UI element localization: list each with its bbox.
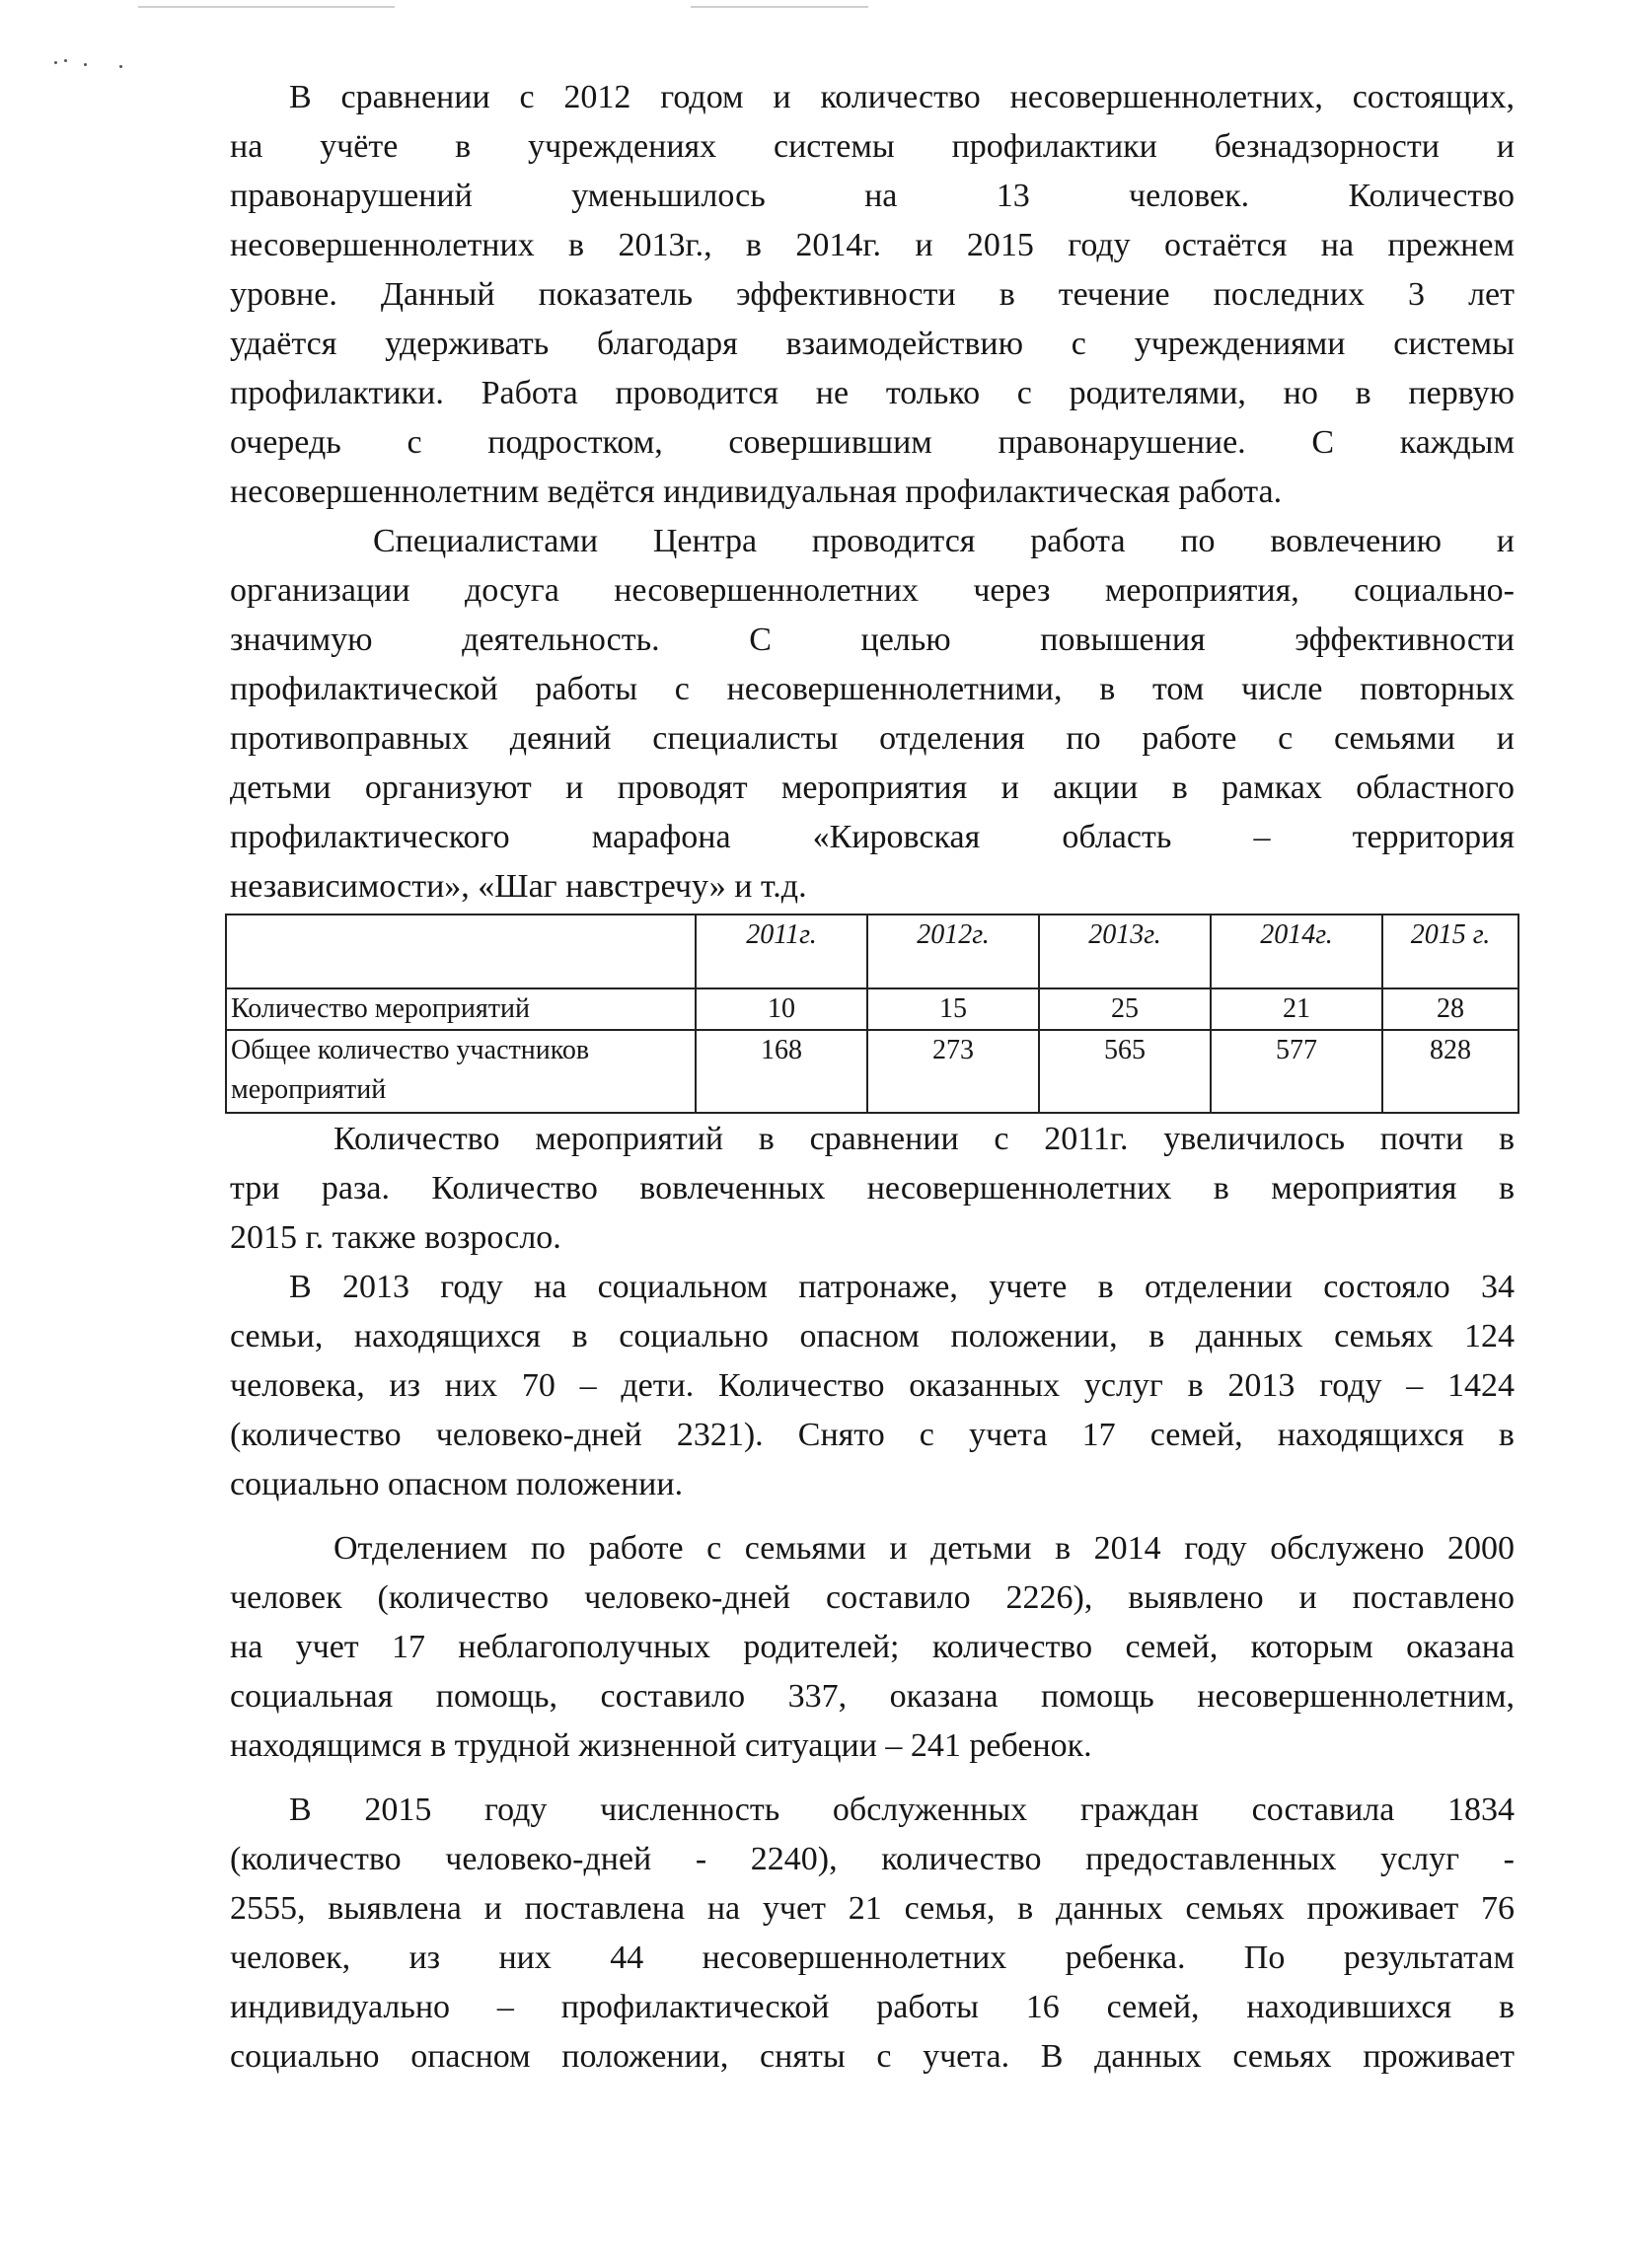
- top-text: [230, 73, 1515, 912]
- table-cell: 577: [1211, 1030, 1382, 1113]
- table-row: [226, 1030, 1518, 1113]
- paragraph-center-specialists: [230, 517, 1515, 912]
- text-line: уровне. Данный показатель эффективности в течение последних 3 лет: [230, 276, 1515, 313]
- text-line: индивидуально – профилактической работы 16 семей, находившихся в: [230, 1989, 1515, 2025]
- text-line: Специалистами Центра проводится работа по вовлечению и: [373, 523, 1515, 559]
- table-header-cell: 2015 г.: [1382, 915, 1518, 988]
- text-line: профилактики. Работа проводится не только с родителями, но в первую: [230, 375, 1515, 411]
- text-line: социально опасном положении.: [230, 1466, 684, 1502]
- text-line: человек, из них 44 несовершеннолетних ребенка. По результатам: [230, 1939, 1515, 1976]
- paragraph-gap: [230, 1771, 1515, 1786]
- text-line: детьми организуют и проводят мероприятия и акции в рамках областного: [230, 769, 1515, 806]
- text-line: В 2013 году на социальном патронаже, учете в отделении состояло 34: [289, 1269, 1515, 1305]
- paragraph-2015: [230, 1786, 1515, 2082]
- text-line: находящимся в трудной жизненной ситуации – 241 ребенок.: [230, 1727, 1092, 1764]
- row-label: Общее количество участников мероприятий: [226, 1030, 696, 1113]
- text-line: 2015 г. также возросло.: [230, 1219, 561, 1256]
- table-header-cell: 2013г.: [1039, 915, 1211, 988]
- paragraph-events-comparison: [230, 1115, 1515, 1263]
- table-cell: 273: [867, 1030, 1039, 1113]
- table-row: [226, 988, 1518, 1030]
- text-line: несовершеннолетним ведётся индивидуальная профилактическая работа.: [230, 474, 1283, 510]
- scan-specks: [54, 59, 123, 79]
- text-line: В сравнении с 2012 годом и количество несовершеннолетних, состоящих,: [289, 79, 1515, 115]
- text-line: несовершеннолетних в 2013г., в 2014г. и 2015 году остаётся на прежнем: [230, 227, 1515, 263]
- table-header-cell: 2011г.: [696, 915, 867, 988]
- text-line: удаётся удерживать благодаря взаимодействию с учреждениями системы: [230, 326, 1515, 362]
- text-line: правонарушений уменьшилось на 13 человек. Количество: [230, 178, 1515, 214]
- text-line: (количество человеко-дней - 2240), количество предоставленных услуг -: [230, 1841, 1515, 1877]
- text-line: на учёте в учреждениях системы профилактики безнадзорности и: [230, 128, 1515, 165]
- events-table: [225, 914, 1519, 1114]
- table-cell: 828: [1382, 1030, 1518, 1113]
- table-cell: 15: [867, 988, 1039, 1030]
- text-line: организации досуга несовершеннолетних через мероприятия, социально-: [230, 572, 1515, 609]
- text-line: значимую деятельность. С целью повышения эффективности: [230, 622, 1515, 658]
- text-line: профилактического марафона «Кировская область – территория: [230, 819, 1515, 855]
- text-line: Отделением по работе с семьями и детьми в 2014 году обслужено 2000: [333, 1530, 1515, 1567]
- table-header-cell: 2012г.: [867, 915, 1039, 988]
- text-line: 2555, выявлена и поставлена на учет 21 семья, в данных семьях проживает 76: [230, 1890, 1515, 1927]
- paragraph-gap: [230, 1509, 1515, 1524]
- table-header-cell: [226, 915, 696, 988]
- text-line: человек (количество человеко-дней составило 2226), выявлено и поставлено: [230, 1579, 1515, 1616]
- table-cell: 25: [1039, 988, 1211, 1030]
- text-line: В 2015 году численность обслуженных граждан составила 1834: [289, 1792, 1515, 1828]
- text-line: на учет 17 неблагополучных родителей; количество семей, которым оказана: [230, 1629, 1515, 1665]
- text-line: Количество мероприятий в сравнении с 2011г. увеличилось почти в: [333, 1121, 1515, 1157]
- paragraph-2014: [230, 1524, 1515, 1771]
- text-line: профилактической работы с несовершеннолетними, в том числе повторных: [230, 671, 1515, 707]
- paragraph-comparison-2012: [230, 73, 1515, 517]
- row-label: Количество мероприятий: [226, 988, 696, 1030]
- text-line: три раза. Количество вовлеченных несовершеннолетних в мероприятия в: [230, 1170, 1515, 1207]
- text-line: противоправных деяний специалисты отделения по работе с семьями и: [230, 720, 1515, 757]
- text-line: социальная помощь, составило 337, оказана помощь несовершеннолетним,: [230, 1678, 1515, 1715]
- table-cell: 21: [1211, 988, 1382, 1030]
- scan-artifact-top-middle: [691, 6, 868, 8]
- table-cell: 28: [1382, 988, 1518, 1030]
- text-line: независимости», «Шаг навстречу» и т.д.: [230, 868, 807, 905]
- table-header-cell: 2014г.: [1211, 915, 1382, 988]
- scan-artifact-top-left: [138, 6, 395, 8]
- text-line: семьи, находящихся в социально опасном положении, в данных семьях 124: [230, 1318, 1515, 1354]
- table-cell: 565: [1039, 1030, 1211, 1113]
- table-cell: 10: [696, 988, 867, 1030]
- text-line: социально опасном положении, сняты с учета. В данных семьях проживает: [230, 2038, 1515, 2075]
- text-line: очередь с подростком, совершившим правонарушение. С каждым: [230, 424, 1515, 461]
- text-line: (количество человеко-дней 2321). Снято с учета 17 семей, находящихся в: [230, 1417, 1515, 1453]
- table-cell: 168: [696, 1030, 867, 1113]
- bottom-text: [230, 1115, 1515, 2082]
- text-line: человека, из них 70 – дети. Количество оказанных услуг в 2013 году – 1424: [230, 1367, 1515, 1404]
- paragraph-2013: [230, 1263, 1515, 1509]
- table-header-row: [226, 915, 1518, 988]
